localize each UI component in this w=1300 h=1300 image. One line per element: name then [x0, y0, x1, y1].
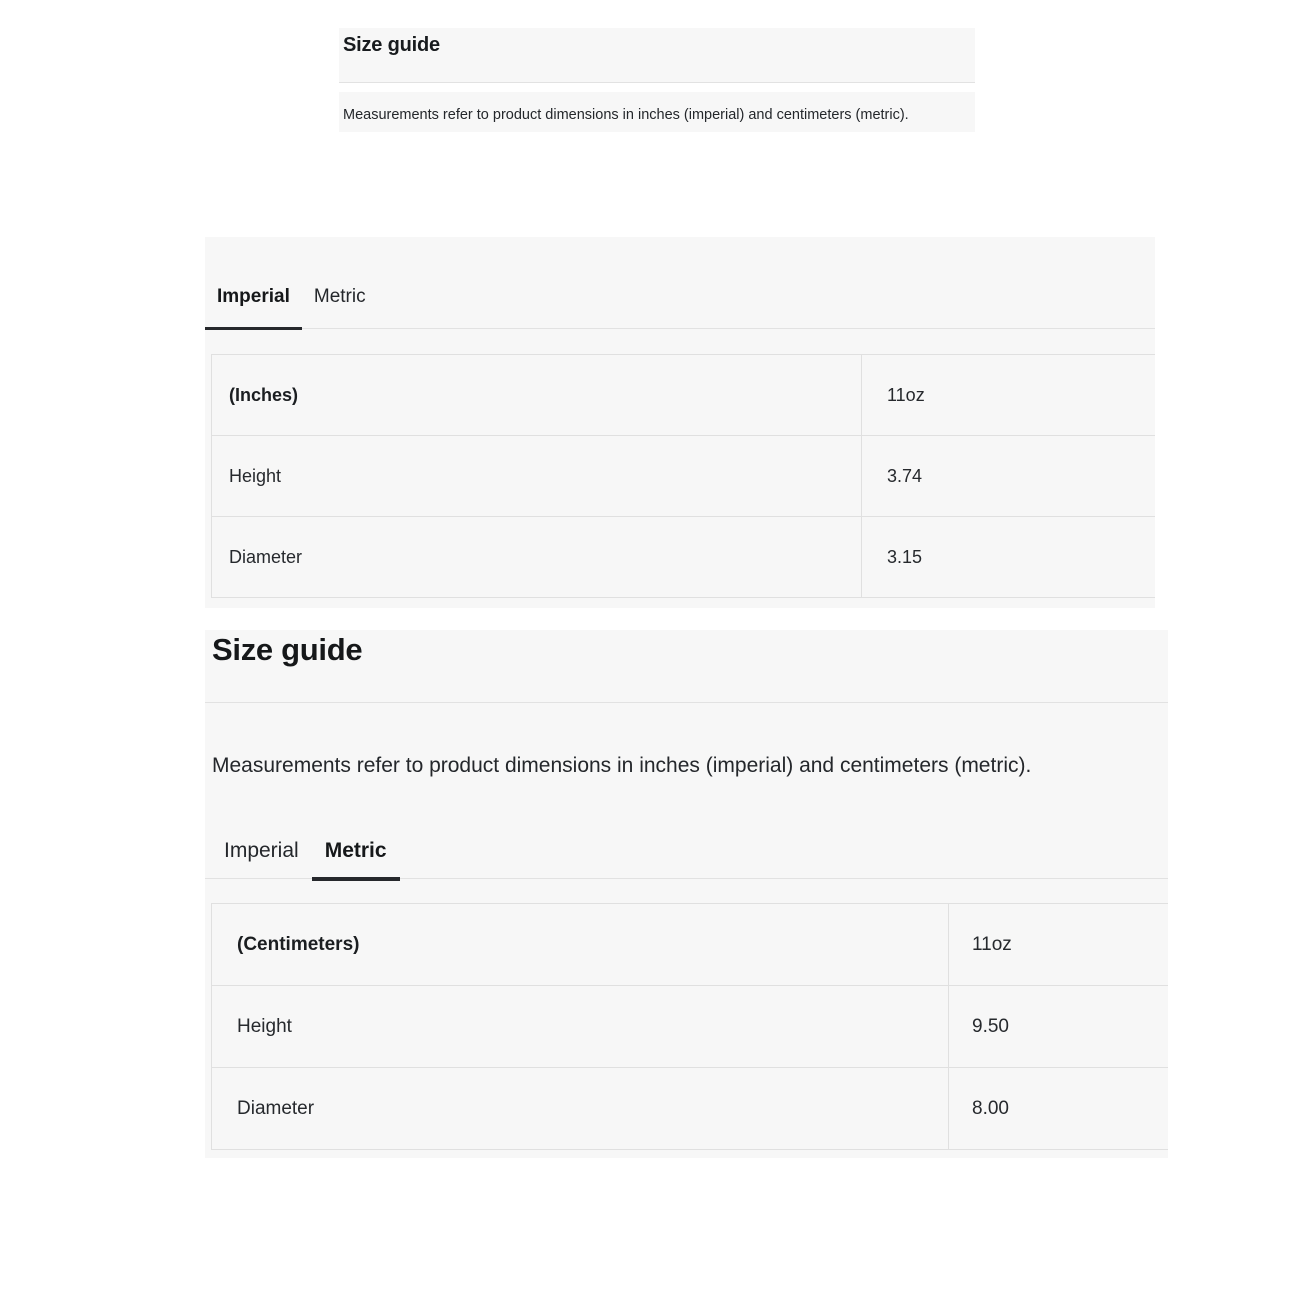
table-row [212, 1068, 1169, 1150]
size-guide-metric-panel [205, 630, 1168, 1158]
size-guide-title: Size guide [212, 632, 363, 667]
tab-imperial[interactable]: Imperial [224, 839, 299, 862]
size-label-cell: Height [212, 986, 949, 1068]
size-guide-imperial-panel [205, 237, 1155, 608]
metric-size-table [211, 903, 1168, 1150]
unit-tabs [205, 284, 1155, 329]
size-value-cell: 8.00 [949, 1068, 1169, 1150]
table-row [212, 986, 1169, 1068]
unit-tabs [205, 837, 1168, 879]
size-label-cell: (Inches) [212, 355, 862, 436]
size-value-cell: 9.50 [949, 986, 1169, 1068]
tab-imperial[interactable]: Imperial [205, 284, 302, 328]
mini-size-guide-title: Size guide [343, 34, 440, 56]
table-row [212, 355, 1156, 436]
imperial-size-table [211, 354, 1155, 598]
size-guide-mini-widget [339, 28, 975, 132]
size-label-cell: Diameter [212, 517, 862, 598]
mini-measurements-note: Measurements refer to product dimensions in inches (imperial) and centimeters (metric). [339, 92, 975, 132]
mini-widget-gap [339, 83, 975, 92]
metric-panel-header [205, 630, 1168, 703]
size-value-cell: 3.15 [862, 517, 1156, 598]
tab-metric[interactable]: Metric [313, 286, 366, 307]
table-row [212, 436, 1156, 517]
mini-widget-header [339, 28, 975, 83]
size-value-cell: 11oz [862, 355, 1156, 436]
size-value-cell: 11oz [949, 904, 1169, 986]
tab-metric[interactable]: Metric [312, 837, 400, 878]
size-label-cell: Height [212, 436, 862, 517]
size-label-cell: (Centimeters) [212, 904, 949, 986]
size-value-cell: 3.74 [862, 436, 1156, 517]
measurements-note: Measurements refer to product dimensions in inches (imperial) and centimeters (metric). [212, 754, 1032, 777]
table-row [212, 517, 1156, 598]
size-label-cell: Diameter [212, 1068, 949, 1150]
table-row [212, 904, 1169, 986]
